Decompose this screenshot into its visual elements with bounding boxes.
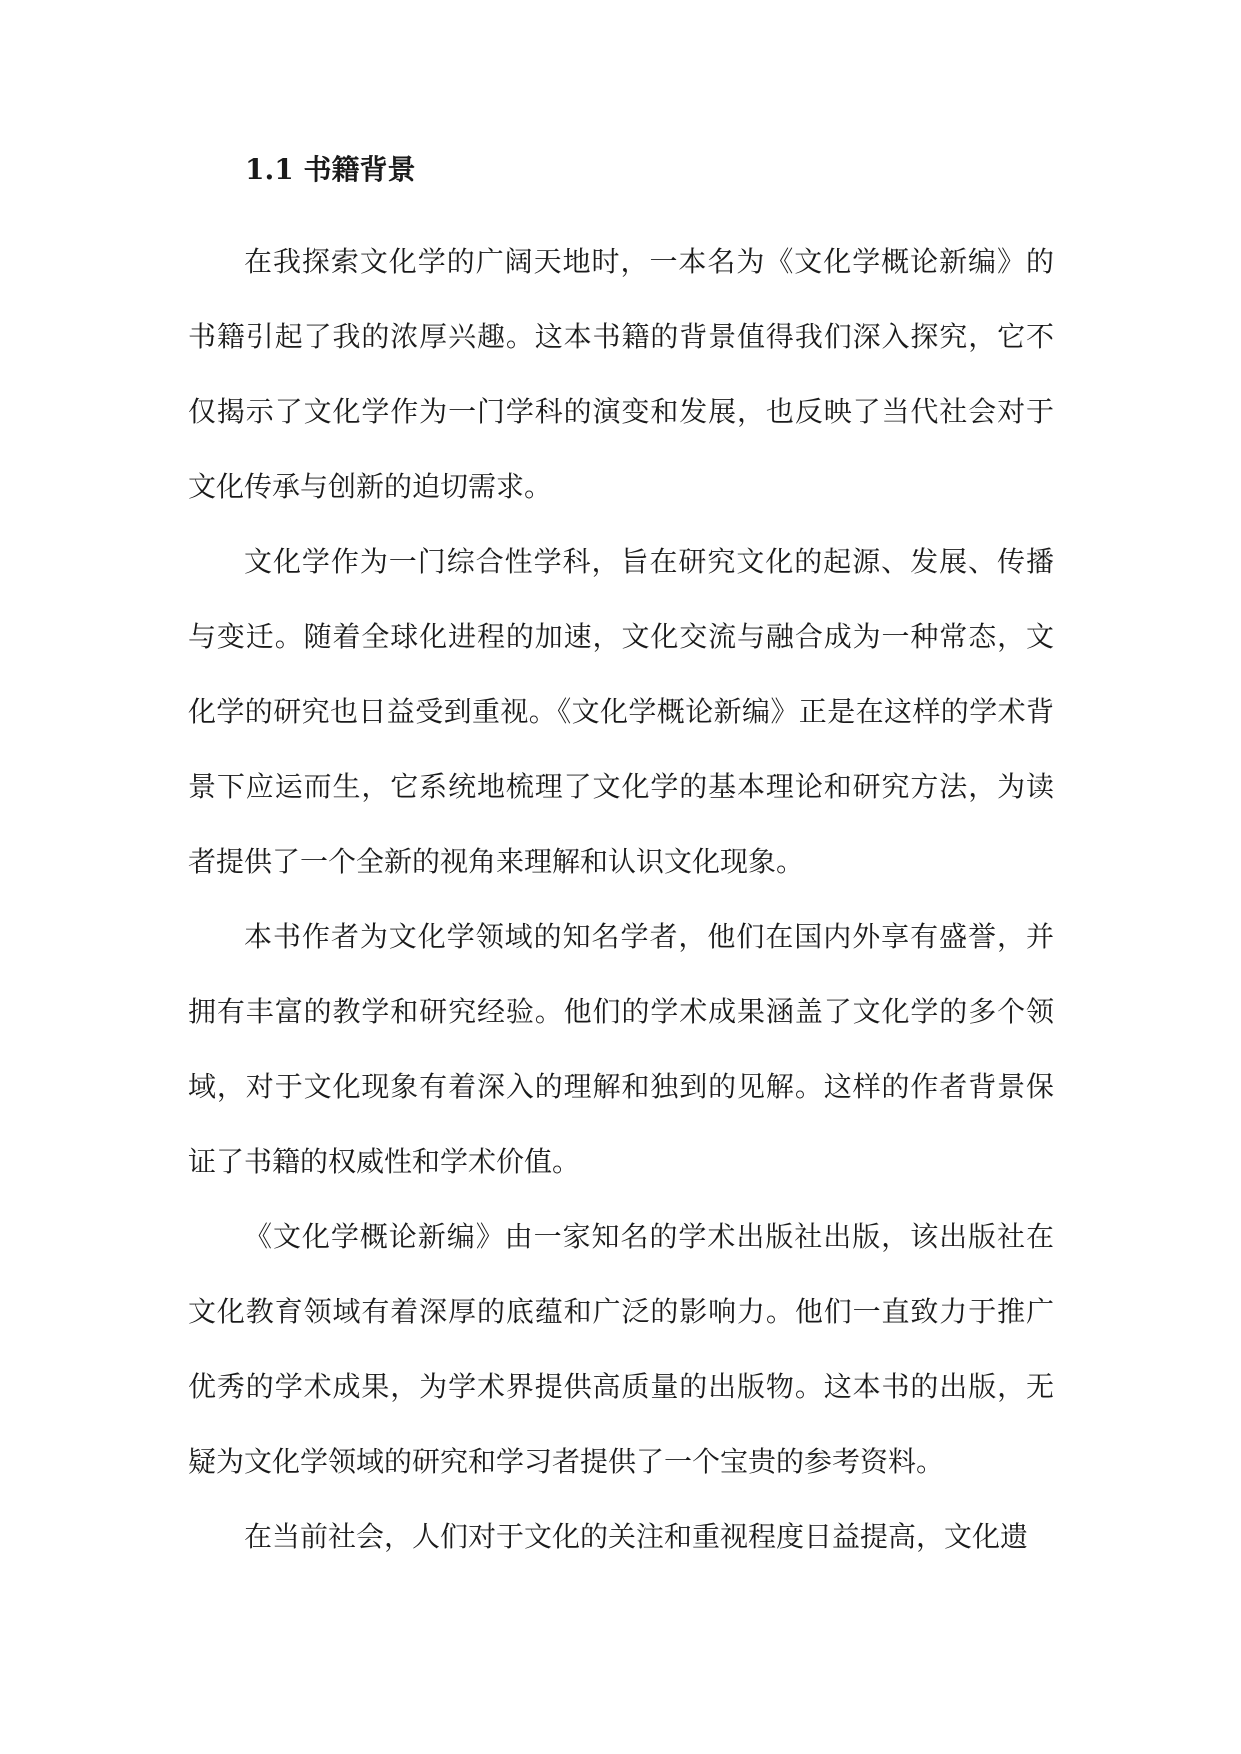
paragraph-4: 《文化学概论新编》由一家知名的学术出版社出版，该出版社在文化教育领域有着深厚的底蕴和广泛的影响力。他们一直致力于推广优秀的学术成果，为学术界提供高质量的出版物。这本书的出版，无疑为文化学领域的研究和学习者提供了一个宝贵的参考资料。 <box>188 1220 1054 1478</box>
paragraph-3: 本书作者为文化学领域的知名学者，他们在国内外享有盛誉，并拥有丰富的教学和研究经验。他们的学术成果涵盖了文化学的多个领域，对于文化现象有着深入的理解和独到的见解。这样的作者背景保证了书籍的权威性和学术价值。 <box>188 920 1054 1178</box>
paragraph-2: 文化学作为一门综合性学科，旨在研究文化的起源、发展、传播与变迁。随着全球化进程的加速，文化交流与融合成为一种常态，文化学的研究也日益受到重视。《文化学概论新编》正是在这样的学术背景下应运而生，它系统地梳理了文化学的基本理论和研究方法，为读者提供了一个全新的视角来理解和认识文化现象。 <box>188 545 1054 878</box>
paragraph-1: 在我探索文化学的广阔天地时，一本名为《文化学概论新编》的书籍引起了我的浓厚兴趣。这本书籍的背景值得我们深入探究，它不仅揭示了文化学作为一门学科的演变和发展，也反映了当代社会对于文化传承与创新的迫切需求。 <box>188 245 1054 503</box>
paragraph-5: 在当前社会，人们对于文化的关注和重视程度日益提高，文化遗 <box>244 1520 1029 1553</box>
body-text <box>188 224 1054 1574</box>
section-heading: 1.1 书籍背景 <box>245 153 416 186</box>
